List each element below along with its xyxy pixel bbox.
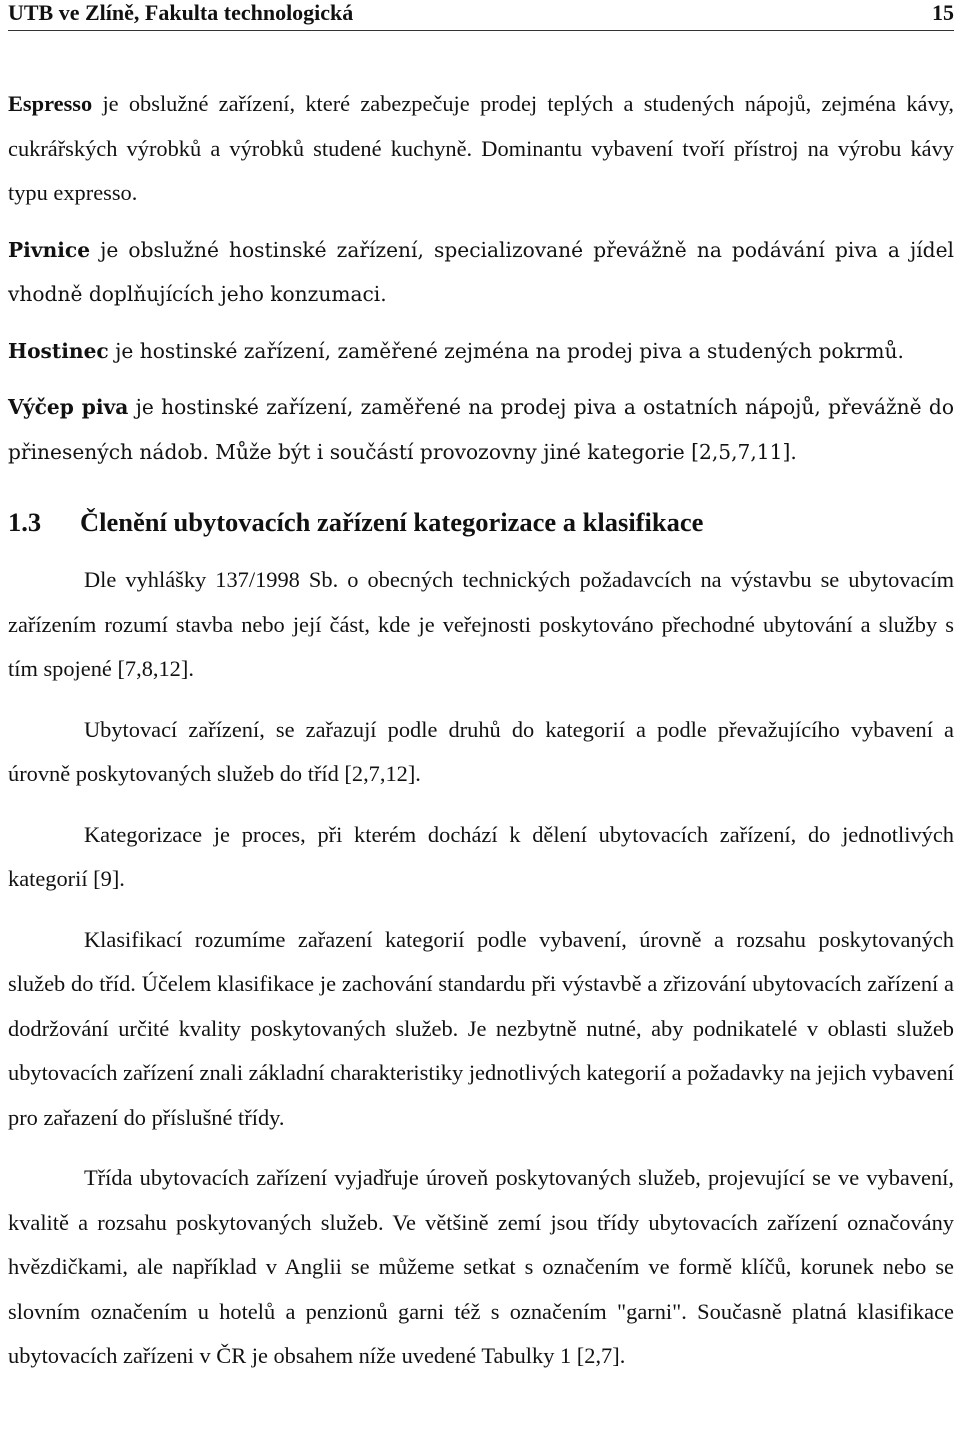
text-vycep: je hostinské zařízení, zaměřené na prodej piva a ostatních nápojů, převážně do přinesených nádob. Může být i součástí provozovny jiné kategorie [2,5,7,11]. [8,395,954,464]
page-number: 15 [932,0,954,25]
page-header [8,0,954,31]
text-espresso: je obslužné zařízení, které zabezpečuje prodej teplých a studených nápojů, zejména kávy, cukrářských výrobků a výrobků studené kuchyně. Dominantu vybavení tvoří přístroj na výrobu kávy typu expresso. [8,91,954,205]
paragraph-hostinec [8,329,954,374]
term-espresso: Espresso [8,91,93,116]
body-paragraph-3: Kategorizace je proces, při kterém dochází k dělení ubytovacích zařízení, do jednotlivých kategorií [9]. [8,821,954,891]
term-pivnice: Pivnice [8,237,91,262]
paragraph-espresso [8,82,954,216]
text-pivnice: je obslužné hostinské zařízení, specializované převážně na podávání piva a jídel vhodně doplňujících jeho konzumaci. [8,237,954,306]
term-vycep: Výčep piva [8,395,129,419]
body-paragraph-1: Dle vyhlášky 137/1998 Sb. o obecných technických požadavcích na výstavbu se ubytovacím zařízením rozumí stavba nebo její část, kde je veřejnosti poskytováno přechodné ubytování a služby s tím spojené [7,8,12]. [8,567,954,681]
section-title: Členění ubytovacích zařízení kategorizace a klasifikace [80,507,704,537]
body-paragraph-5: Třída ubytovacích zařízení vyjadřuje úroveň poskytovaných služeb, projevující se ve vybavení, kvalitě a rozsahu poskytovaných služeb. Ve většině zemí jsou třídy ubytovacích zařízení označovány hvězdičkami, ale například v Anglii se můžeme setkat s označením ve formě klíčů, korunek nebo se slovním označením u hotelů a penzionů garni též s označením "garni". Současně platná klasifikace ubytovacích zařízeni v ČR je obsahem níže uvedené Tabulky 1 [2,7]. [8,1165,954,1368]
document-page [8,0,954,1379]
header-title: UTB ve Zlíně, Fakulta technologická [8,0,354,25]
paragraph-vycep [8,385,954,474]
body-paragraph-2: Ubytovací zařízení, se zařazují podle druhů do kategorií a podle převažujícího vybavení a úrovně poskytovaných služeb do tříd [2,7,12]. [8,716,954,786]
body-paragraph-4: Klasifikací rozumíme zařazení kategorií podle vybavení, úrovně a rozsahu poskytovaných služeb do tříd. Účelem klasifikace je zachování standardu při výstavbě a zřizování ubytovacích zařízení a dodržování určité kvality poskytovaných služeb. Je nezbytně nutné, aby podnikatelé v oblasti služeb ubytovacích zařízení znali základní charakteristiky jednotlivých kategorií a požadavky na jejich vybavení pro zařazení do příslušné třídy. [8,926,954,1130]
text-hostinec: je hostinské zařízení, zaměřené zejména na prodej piva a studených pokrmů. [108,338,904,363]
section-heading [8,502,954,542]
section-number: 1.3 [8,507,42,537]
paragraph-pivnice [8,228,954,317]
term-hostinec: Hostinec [8,338,109,363]
